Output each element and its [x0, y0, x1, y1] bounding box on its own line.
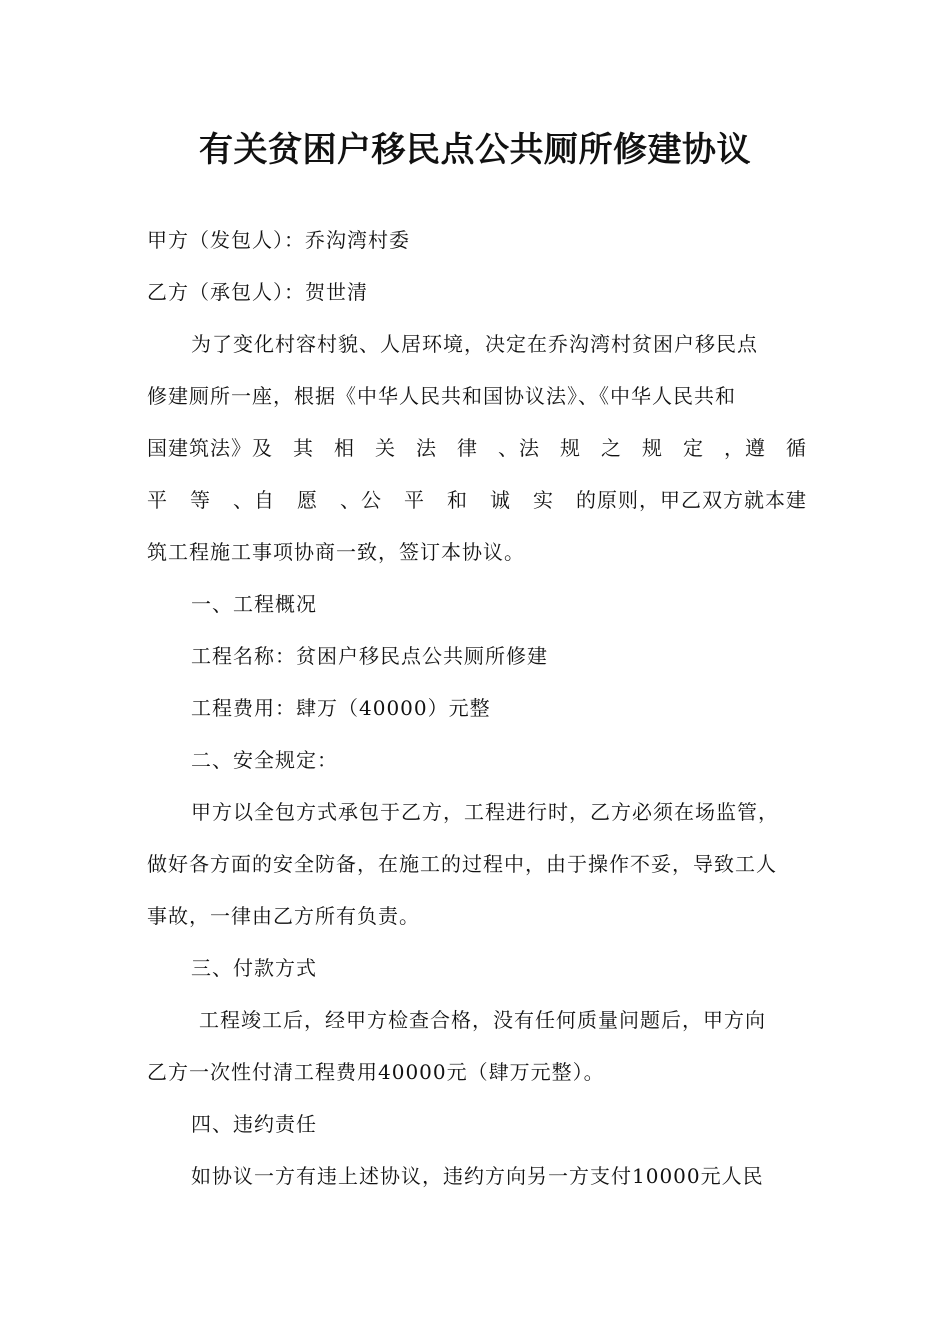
intro-line-3-word: 其 — [293, 436, 314, 460]
section2-heading: 二、安全规定： — [191, 748, 338, 772]
party-b-line: 乙方（承包人）：贺世清 — [147, 280, 368, 304]
intro-line-5: 筑工程施工事项协商一致，签订本协议。 — [147, 540, 525, 564]
intro-line-3-word: 规 — [560, 436, 581, 460]
intro-line-3-word: 、法 — [498, 436, 540, 460]
intro-line-4-word: 诚 — [490, 488, 511, 512]
section3-heading: 三、付款方式 — [191, 956, 317, 980]
intro-line-4-word: 愿 — [297, 488, 318, 512]
intro-line-4-word: 等 — [190, 488, 211, 512]
intro-line-3-word: 相 — [334, 436, 355, 460]
intro-line-3-word: 法 — [416, 436, 437, 460]
section4-heading: 四、违约责任 — [191, 1112, 317, 1136]
intro-line-3 — [147, 422, 807, 474]
intro-line-3-word: 之 — [601, 436, 622, 460]
project-name: 工程名称：贫困户移民点公共厕所修建 — [191, 644, 548, 668]
intro-line-1: 为了变化村容村貌、人居环境，决定在乔沟湾村贫困户移民点 — [191, 332, 758, 356]
intro-line-4-word: 平 — [404, 488, 425, 512]
intro-line-4-word: 、自 — [233, 488, 275, 512]
section4-line-1: 如协议一方有违上述协议，违约方向另一方支付10000元人民 — [191, 1164, 764, 1188]
intro-line-2: 修建厕所一座，根据《中华人民共和国协议法》、《中华人民共和 — [147, 384, 736, 408]
intro-line-4 — [147, 474, 807, 526]
intro-line-3-word: 循 — [786, 436, 807, 460]
intro-line-3-word: 律 — [457, 436, 478, 460]
section3-line-1: 工程竣工后，经甲方检查合格，没有任何质量问题后，甲方向 — [199, 1008, 766, 1032]
intro-line-3-word: 国建筑法》及 — [147, 436, 273, 460]
section3-line-2: 乙方一次性付清工程费用40000元（肆万元整）。 — [147, 1060, 605, 1084]
document-body — [147, 214, 807, 1202]
intro-line-4-word: 平 — [147, 488, 168, 512]
document-title: 有关贫困户移民点公共厕所修建协议 — [199, 130, 751, 170]
project-cost: 工程费用：肆万（40000）元整 — [191, 696, 491, 720]
party-a-line: 甲方（发包人）：乔沟湾村委 — [147, 228, 410, 252]
section1-heading: 一、工程概况 — [191, 592, 317, 616]
intro-line-3-word: 关 — [375, 436, 396, 460]
section2-line-1: 甲方以全包方式承包于乙方，工程进行时，乙方必须在场监管， — [191, 800, 779, 824]
intro-line-3-word: 规 — [642, 436, 663, 460]
intro-line-4-word: 和 — [447, 488, 468, 512]
intro-line-4-word: 实 — [533, 488, 554, 512]
section2-line-3: 事故，一律由乙方所有负责。 — [147, 904, 420, 928]
intro-line-4-word: 、公 — [340, 488, 382, 512]
section2-line-2: 做好各方面的安全防备，在施工的过程中，由于操作不妥，导致工人 — [147, 852, 777, 876]
intro-line-3-word: ，遵 — [724, 436, 766, 460]
intro-line-4-word: 的原则，甲乙双方就本建 — [576, 488, 807, 512]
intro-line-3-word: 定 — [683, 436, 704, 460]
